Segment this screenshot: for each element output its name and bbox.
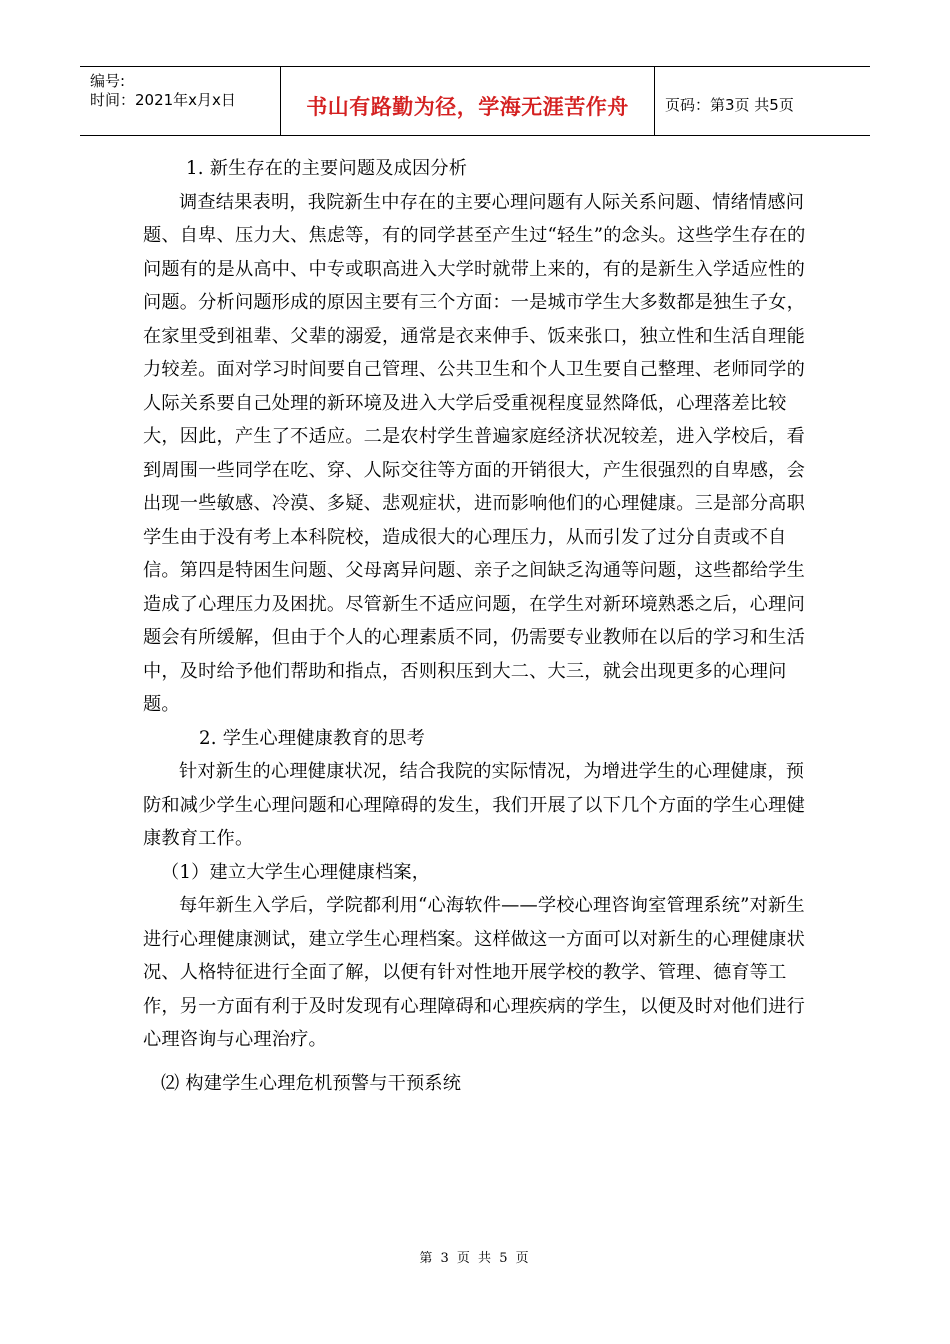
document-body — [143, 152, 808, 1100]
motto-text: 书山有路勤为径，学海无涯苦作舟 — [306, 95, 629, 119]
paragraph-2: 针对新生的心理健康状况，结合我院的实际情况，为增进学生的心理健康，预防和减少学生心理问题和心理障碍的发生，我们开展了以下几个方面的学生心理健康教育工作。 — [143, 761, 805, 849]
header-meta-cell — [80, 67, 281, 135]
header-page-cell — [655, 67, 870, 135]
page-number-label: 页码：第3页 共5页 — [665, 96, 794, 114]
paragraph-1: 调查结果表明，我院新生中存在的主要心理问题有人际关系问题、情绪情感问题、自卑、压力大、焦虑等，有的同学甚至产生过“轻生”的念头。这些学生存在的问题有的是从高中、中专或职高进入大学时就带上来的，有的是新生入学适应性的问题。分析问题形成的原因主要有三个方面：一是城市学生大多数都是独生子女，在家里受到祖辈、父辈的溺爱，通常是衣来伸手、饭来张口，独立性和生活自理能力较差。面对学习时间要自己管理、公共卫生和个人卫生要自己整理、老师同学的人际关系要自己处理的新环境及进入大学后受重视程度显然降低，心理落差比较大，因此，产生了不适应。二是农村学生普遍家庭经济状况较差，进入学校后，看到周围一些同学在吃、穿、人际交往等方面的开销很大，产生很强烈的自卑感，会出现一些敏感、冷漠、多疑、悲观症状，进而影响他们的心理健康。三是部分高职学生由于没有考上本科院校，造成很大的心理压力，从而引发了过分自责或不自信。第四是特困生问题、父母离异问题、亲子之间缺乏沟通等问题，这些都给学生造成了心理压力及困扰。尽管新生不适应问题，在学生对新环境熟悉之后，心理问题会有所缓解，但由于个人的心理素质不同，仍需要专业教师在以后的学习和生活中，及时给予他们帮助和指点，否则积压到大二、大三，就会出现更多的心理问题。 — [143, 191, 806, 715]
section-heading-2: 2. 学生心理健康教育的思考 — [199, 727, 425, 749]
paragraph-3: 每年新生入学后，学院都利用“心海软件——学校心理咨询室管理系统”对新生进行心理健康测试，建立学生心理档案。这样做这一方面可以对新生的心理健康状况、人格特征进行全面了解，以便有针对性地开展学校的教学、管理、德育等工作，另一方面有利于及时发现有心理障碍和心理疾病的学生，以便及时对他们进行心理咨询与心理治疗。 — [143, 895, 805, 1050]
subsection-heading-2: ⑵ 构建学生心理危机预警与干预系统 — [161, 1072, 462, 1094]
header-motto-cell — [281, 67, 655, 135]
section-heading-1: 1. 新生存在的主要问题及成因分析 — [186, 158, 468, 179]
document-header — [80, 66, 870, 136]
subsection-heading-1: （1）建立大学生心理健康档案， — [161, 861, 431, 883]
date-line: 时间：2021年x月x日 — [90, 91, 236, 109]
doc-number-label: 编号: — [90, 72, 126, 90]
page-footer: 第 3 页 共 5 页 — [419, 1251, 531, 1266]
